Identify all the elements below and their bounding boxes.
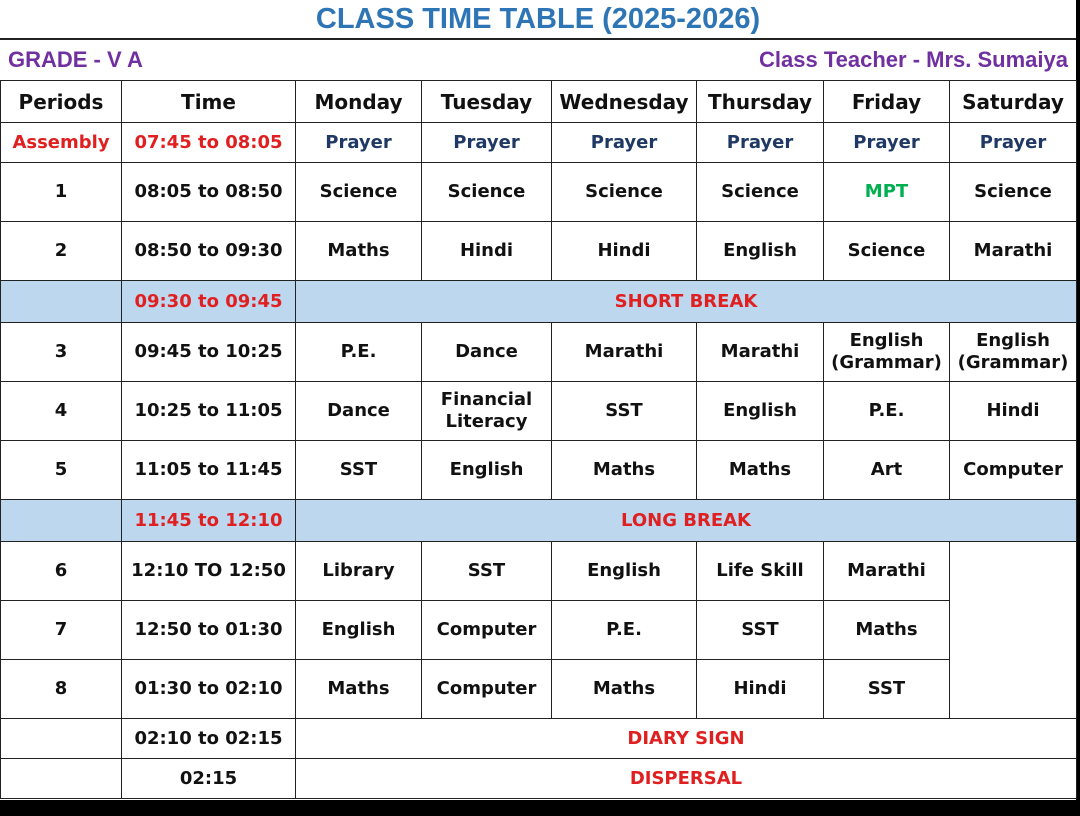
period-row (1, 163, 1077, 222)
empty-saturday-cell (950, 542, 1077, 719)
subject-cell: SST (824, 660, 950, 719)
period-cell: 7 (1, 601, 122, 660)
subject-cell: Prayer (296, 123, 422, 163)
time-cell: 11:05 to 11:45 (122, 441, 296, 500)
subject-cell: Computer (422, 660, 552, 719)
subject-cell: MPT (824, 163, 950, 222)
period-row (1, 323, 1077, 382)
period-row (1, 601, 1077, 660)
subject-cell: English (422, 441, 552, 500)
subject-cell: Prayer (422, 123, 552, 163)
period-cell (1, 719, 122, 759)
subject-cell: Maths (824, 601, 950, 660)
time-cell: 01:30 to 02:10 (122, 660, 296, 719)
time-cell: 08:50 to 09:30 (122, 222, 296, 281)
period-row (1, 542, 1077, 601)
subject-cell: Science (552, 163, 697, 222)
subject-cell: P.E. (824, 382, 950, 441)
class-teacher-label: Class Teacher - Mrs. Sumaiya (759, 47, 1068, 72)
subject-cell: Computer (950, 441, 1077, 500)
subject-cell: Marathi (552, 323, 697, 382)
page-title: CLASS TIME TABLE (2025-2026) (315, 3, 761, 35)
long-break-row (1, 500, 1077, 542)
dispersal-row-label: DISPERSAL (296, 759, 1077, 799)
period-cell: 6 (1, 542, 122, 601)
column-header: Time (122, 81, 296, 123)
period-cell (1, 759, 122, 799)
subject-cell: English (Grammar) (824, 323, 950, 382)
column-header: Saturday (950, 81, 1077, 123)
period-cell: Assembly (1, 123, 122, 163)
subject-cell: Art (824, 441, 950, 500)
subject-cell: Hindi (697, 660, 824, 719)
subject-cell: Maths (552, 660, 697, 719)
time-cell: 12:10 TO 12:50 (122, 542, 296, 601)
period-row (1, 382, 1077, 441)
time-cell: 09:30 to 09:45 (122, 281, 296, 323)
subject-cell: Hindi (552, 222, 697, 281)
grade-label: GRADE - V A (8, 47, 143, 72)
subject-cell: Maths (296, 660, 422, 719)
subject-cell: Science (422, 163, 552, 222)
header-row (1, 81, 1077, 123)
subject-cell: Life Skill (697, 542, 824, 601)
subject-cell: Science (950, 163, 1077, 222)
assembly-row (1, 123, 1077, 163)
column-header: Monday (296, 81, 422, 123)
period-cell (1, 281, 122, 323)
subheader-bar (0, 38, 1076, 80)
diary-sign-row-label: DIARY SIGN (296, 719, 1077, 759)
period-row (1, 222, 1077, 281)
diary-sign-row (1, 719, 1077, 759)
subject-cell: Science (697, 163, 824, 222)
subject-cell: P.E. (296, 323, 422, 382)
subject-cell: Maths (697, 441, 824, 500)
timetable (0, 80, 1077, 799)
subject-cell: SST (697, 601, 824, 660)
column-header: Wednesday (552, 81, 697, 123)
time-cell: 09:45 to 10:25 (122, 323, 296, 382)
subject-cell: Marathi (697, 323, 824, 382)
subject-cell: Dance (422, 323, 552, 382)
subject-cell: English (697, 382, 824, 441)
subject-cell: Prayer (824, 123, 950, 163)
subject-cell: Library (296, 542, 422, 601)
column-header: Thursday (697, 81, 824, 123)
period-cell (1, 500, 122, 542)
subject-cell: SST (422, 542, 552, 601)
time-cell: 02:15 (122, 759, 296, 799)
long-break-row-label: LONG BREAK (296, 500, 1077, 542)
subject-cell: English (552, 542, 697, 601)
subject-cell: Prayer (552, 123, 697, 163)
period-cell: 1 (1, 163, 122, 222)
dispersal-row (1, 759, 1077, 799)
subject-cell: Maths (552, 441, 697, 500)
subject-cell: Dance (296, 382, 422, 441)
period-cell: 2 (1, 222, 122, 281)
subject-cell: Hindi (950, 382, 1077, 441)
time-cell: 08:05 to 08:50 (122, 163, 296, 222)
period-cell: 3 (1, 323, 122, 382)
subject-cell: Prayer (950, 123, 1077, 163)
subject-cell: Prayer (697, 123, 824, 163)
subject-cell: P.E. (552, 601, 697, 660)
short-break-row (1, 281, 1077, 323)
subject-cell: English (697, 222, 824, 281)
subject-cell: Financial Literacy (422, 382, 552, 441)
subject-cell: Science (296, 163, 422, 222)
time-cell: 07:45 to 08:05 (122, 123, 296, 163)
time-cell: 10:25 to 11:05 (122, 382, 296, 441)
time-cell: 02:10 to 02:15 (122, 719, 296, 759)
column-header: Tuesday (422, 81, 552, 123)
subject-cell: SST (552, 382, 697, 441)
subject-cell: Maths (296, 222, 422, 281)
subject-cell: Hindi (422, 222, 552, 281)
subject-cell: English (296, 601, 422, 660)
subject-cell: Marathi (824, 542, 950, 601)
short-break-row-label: SHORT BREAK (296, 281, 1077, 323)
period-row (1, 660, 1077, 719)
period-cell: 4 (1, 382, 122, 441)
subject-cell: Marathi (950, 222, 1077, 281)
subject-cell: Computer (422, 601, 552, 660)
column-header: Friday (824, 81, 950, 123)
period-cell: 8 (1, 660, 122, 719)
subject-cell: Science (824, 222, 950, 281)
period-row (1, 441, 1077, 500)
subject-cell: SST (296, 441, 422, 500)
period-cell: 5 (1, 441, 122, 500)
subject-cell: English (Grammar) (950, 323, 1077, 382)
time-cell: 12:50 to 01:30 (122, 601, 296, 660)
time-cell: 11:45 to 12:10 (122, 500, 296, 542)
column-header: Periods (1, 81, 122, 123)
